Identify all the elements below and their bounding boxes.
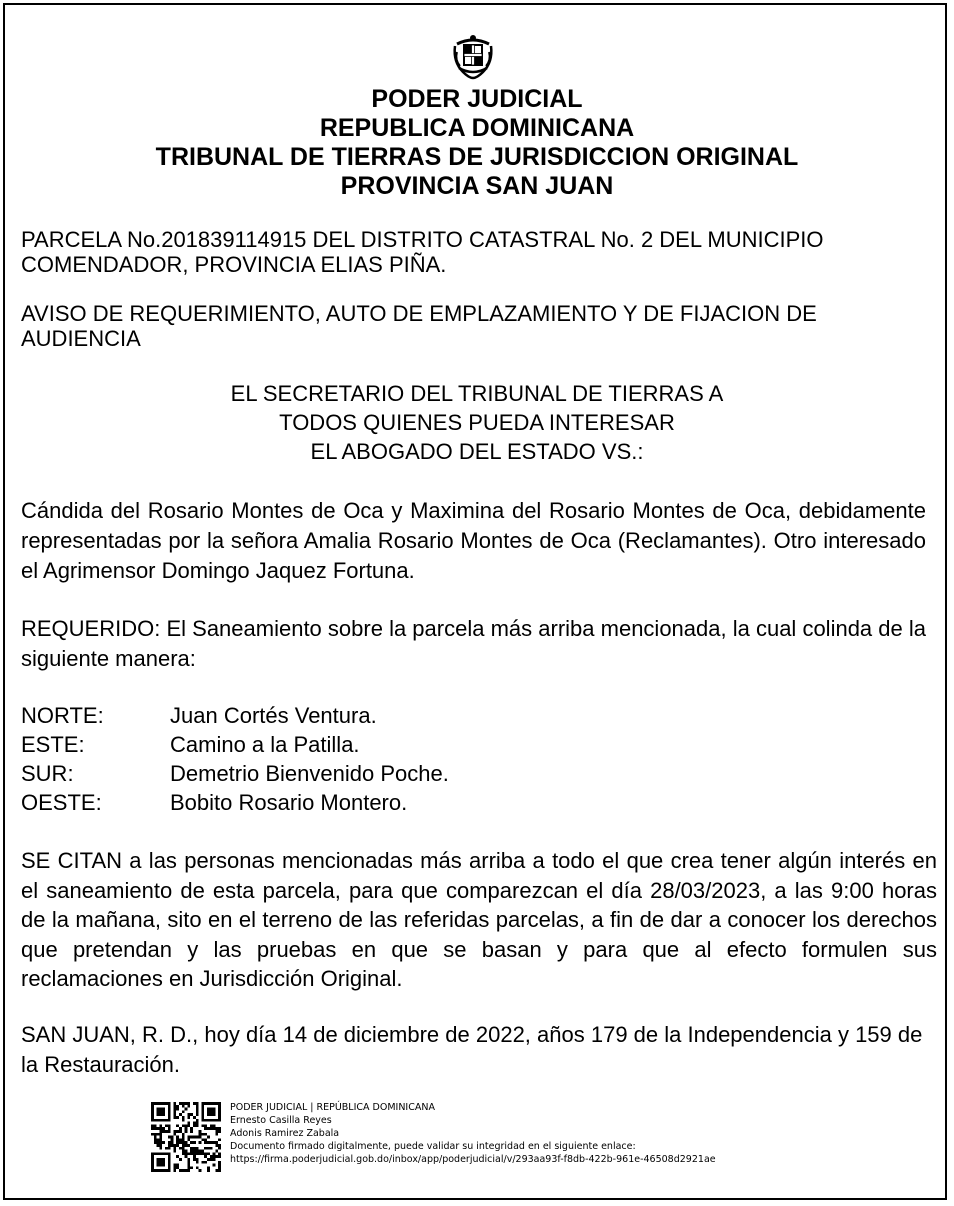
boundary-north <box>21 701 721 730</box>
boundary-value: Juan Cortés Ventura. <box>170 703 377 728</box>
summons-paragraph: SE CITAN a las personas mencionadas más arriba a todo el que crea tener algún interés en el saneamiento de esta parcela, para que comparezcan el día 28/03/2023, a las 9:00 horas de la mañana, sito en el terreno de las referidas parcelas, a fin de dar a conocer los derechos que pretendan y las pruebas en que se basan y para que al efecto formulen sus reclamaciones en Jurisdicción Original. <box>21 848 937 991</box>
signature-note: Documento firmado digitalmente, puede validar su integridad en el siguiente enlace: <box>230 1141 636 1152</box>
signature-org: PODER JUDICIAL | REPÚBLICA DOMINICANA <box>230 1102 435 1113</box>
requirement-paragraph: REQUERIDO: El Saneamiento sobre la parcela más arriba mencionada, la cual colinda de la siguiente manera: <box>21 616 926 671</box>
digital-signature-block <box>230 1101 716 1166</box>
secretary-line-2: TODOS QUIENES PUEDA INTERESAR <box>279 410 675 435</box>
boundary-east <box>21 730 721 759</box>
boundary-value: Bobito Rosario Montero. <box>170 790 408 815</box>
boundary-west <box>21 788 721 817</box>
boundary-value: Camino a la Patilla. <box>170 732 360 757</box>
secretary-address <box>0 379 954 466</box>
boundary-label: ESTE: <box>21 732 85 757</box>
boundary-south <box>21 759 721 788</box>
boundary-value: Demetrio Bienvenido Poche. <box>170 761 449 786</box>
secretary-line-3: EL ABOGADO DEL ESTADO VS.: <box>310 439 644 464</box>
signature-signer-1: Ernesto Casilla Reyes <box>230 1115 332 1126</box>
coat-of-arms-icon <box>451 32 495 80</box>
date-paragraph: SAN JUAN, R. D., hoy día 14 de diciembre de 2022, años 179 de la Independencia y 159 de la Restauración. <box>21 1022 923 1077</box>
secretary-line-1: EL SECRETARIO DEL TRIBUNAL DE TIERRAS A <box>230 381 724 406</box>
boundary-label: NORTE: <box>21 703 104 728</box>
boundary-label: SUR: <box>21 761 74 786</box>
parcel-reference: PARCELA No.201839114915 DEL DISTRITO CATASTRAL No. 2 DEL MUNICIPIO COMENDADOR, PROVINCIA ELIAS PIÑA. <box>21 227 824 277</box>
parties-paragraph: Cándida del Rosario Montes de Oca y Maximina del Rosario Montes de Oca, debidamente representadas por la señora Amalia Rosario Montes de Oca (Reclamantes). Otro interesado el Agrimensor Domingo Jaquez Fortuna. <box>21 498 926 583</box>
boundary-label: OESTE: <box>21 790 102 815</box>
notice-title: AVISO DE REQUERIMIENTO, AUTO DE EMPLAZAMIENTO Y DE FIJACION DE AUDIENCIA <box>21 301 817 351</box>
heading-line-4: PROVINCIA SAN JUAN <box>340 172 614 200</box>
heading-line-1: PODER JUDICIAL <box>371 85 583 113</box>
qr-code-icon[interactable] <box>151 1102 221 1172</box>
heading-line-3: TRIBUNAL DE TIERRAS DE JURISDICCION ORIGINAL <box>155 143 799 171</box>
signature-signer-2: Adonis Ramirez Zabala <box>230 1128 340 1139</box>
signature-url[interactable]: https://firma.poderjudicial.gob.do/inbox/app/poderjudicial/v/293aa93f-f8db-422b-961e-46508d2921ae <box>230 1154 716 1165</box>
court-heading <box>0 85 954 201</box>
heading-line-2: REPUBLICA DOMINICANA <box>319 114 635 142</box>
